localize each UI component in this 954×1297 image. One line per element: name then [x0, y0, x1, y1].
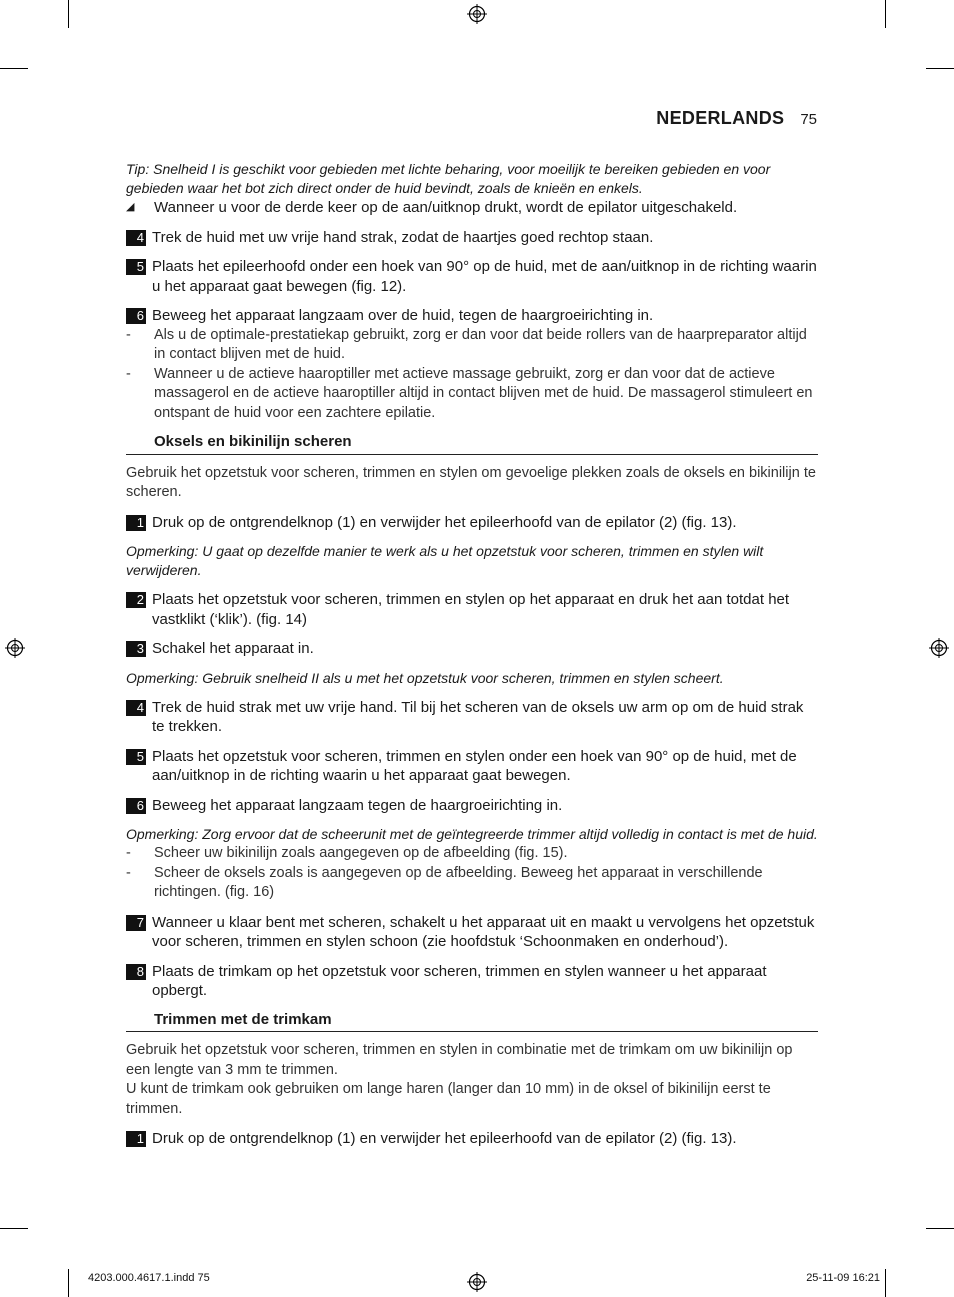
step-number: 7 — [126, 915, 146, 931]
crop-mark-bottom-right-h — [926, 1228, 954, 1229]
step-item — [126, 796, 818, 816]
step-number: 5 — [126, 749, 146, 765]
note-text: Opmerking: Zorg ervoor dat de scheerunit met de geïntegreerde trimmer altijd volledig in contact is met de huid. — [126, 826, 818, 842]
step-text: Plaats het opzetstuk voor scheren, trimmen en stylen op het apparaat en druk het aan totdat het vastklikt (‘klik’). (fig. 14) — [152, 591, 790, 628]
footer-date: 25-11-09 16:21 — [806, 1272, 880, 1284]
step-number: 5 — [126, 259, 146, 275]
step-item — [126, 962, 818, 1001]
section-intro: Gebruik het opzetstuk voor scheren, trimmen en stylen om gevoelige plekken zoals de oksels en bikinilijn te scheren. — [126, 464, 816, 500]
step-text: Beweeg het apparaat langzaam tegen de haargroeirichting in. — [152, 796, 563, 814]
crop-mark-top-right-h — [926, 68, 954, 69]
step-item — [126, 590, 818, 629]
crop-mark-bottom-left-h — [0, 1228, 28, 1229]
step-number: 2 — [126, 592, 146, 608]
step-number: 6 — [126, 798, 146, 814]
tip-text: Tip: Snelheid I is geschikt voor gebieden met lichte beharing, voor moeilijk te bereiken gebieden en voor gebieden waar het bot zich direct onder de huid bevindt, zoals de knieën en enkels. — [126, 161, 771, 196]
step-text: Trek de huid strak met uw vrije hand. Til bij het scheren van de oksels uw arm op om de huid strak te trekken. — [152, 698, 804, 735]
page-header — [656, 108, 817, 129]
note-text: Opmerking: Gebruik snelheid II als u met het opzetstuk voor scheren, trimmen en stylen scheert. — [126, 669, 724, 686]
step-item — [126, 513, 818, 533]
step-text: Plaats het opzetstuk voor scheren, trimmen en stylen onder een hoek van 90° op de huid, met de aan/uitknop in de richting waarin u het apparaat gaat bewegen. — [152, 747, 797, 784]
language-title: NEDERLANDS — [656, 108, 785, 128]
crop-mark-bottom-right-v — [885, 1269, 886, 1297]
step-text: Plaats de trimkam op het opzetstuk voor scheren, trimmen en stylen wanneer u het apparaat opbergt. — [152, 962, 767, 999]
main-content — [126, 160, 818, 1149]
step-text: Plaats het epileerhoofd onder een hoek van 90° op de huid, met de aan/uitknop in de richting waarin u het apparaat gaat bewegen (fig. 12). — [152, 258, 817, 295]
section-heading: Oksels en bikinilijn scheren — [126, 432, 818, 455]
dash-item: - Wanneer u de actieve haaroptiller met actieve massage gebruikt, zorg er dan voor dat de actieve massagerol en de actieve haaroptiller altijd in contact blijven met de huid. De massagerol stimuleert en ontspant de huid voor een zachtere epilatie. — [126, 365, 818, 424]
step-number: 6 — [126, 308, 146, 324]
step-number: 1 — [126, 1131, 146, 1147]
triangle-bullet-icon: ◢ — [126, 201, 135, 213]
step-text: Wanneer u klaar bent met scheren, schakelt u het apparaat uit en maakt u vervolgens het opzetstuk voor scheren, trimmen en stylen schoon (zie hoofdstuk ‘Schoonmaken en onderhoud’). — [152, 913, 815, 950]
step-number: 3 — [126, 641, 146, 657]
step-item — [126, 228, 818, 248]
section-heading: Trimmen met de trimkam — [126, 1010, 818, 1033]
registration-mark-icon — [467, 1272, 487, 1292]
crop-mark-bottom-left-v — [68, 1269, 69, 1297]
step-number: 4 — [126, 700, 146, 716]
section-intro: U kunt de trimkam ook gebruiken om lange haren (langer dan 10 mm) in de oksel of bikinilijn eerst te trimmen. — [126, 1081, 771, 1117]
step-text: Druk op de ontgrendelknop (1) en verwijder het epileerhoofd van de epilator (2) (fig. 13). — [152, 513, 737, 531]
step-item — [126, 1129, 818, 1149]
step-item — [126, 747, 818, 786]
step-number: 4 — [126, 230, 146, 246]
crop-mark-top-left-h — [0, 68, 28, 69]
step-item — [126, 913, 818, 952]
note-text: Opmerking: U gaat op dezelfde manier te werk als u het opzetstuk voor scheren, trimmen en stylen wilt verwijderen. — [126, 543, 764, 578]
bullet-item — [126, 198, 818, 218]
step-number: 1 — [126, 515, 146, 531]
step-text: Beweeg het apparaat langzaam over de huid, tegen de haargroeirichting in. — [152, 307, 654, 324]
dash-text: Wanneer u de actieve haaroptiller met actieve massage gebruikt, zorg er dan voor dat de actieve massagerol en de actieve haaroptiller altijd in contact blijven met de huid. De massagerol stimuleert en ontspant de huid voor een zachtere epilatie. — [154, 365, 813, 421]
step-item — [126, 639, 818, 659]
crop-mark-top-right-v — [885, 0, 886, 28]
step-item — [126, 257, 818, 296]
dash-item: - Scheer uw bikinilijn zoals aangegeven op de afbeelding (fig. 15). — [126, 844, 818, 864]
step-item — [126, 698, 818, 737]
dash-text: Scheer uw bikinilijn zoals aangegeven op de afbeelding (fig. 15). — [154, 845, 568, 861]
page-number: 75 — [800, 111, 817, 128]
step-text: Schakel het apparaat in. — [152, 640, 314, 657]
registration-mark-icon — [929, 638, 949, 658]
section-intro: Gebruik het opzetstuk voor scheren, trimmen en stylen in combinatie met de trimkam om uw bikinilijn op een lengte van 3 mm te trimmen. — [126, 1042, 793, 1078]
step-text: Trek de huid met uw vrije hand strak, zodat de haartjes goed rechtop staan. — [152, 228, 654, 246]
registration-mark-icon — [5, 638, 25, 658]
step-item — [126, 306, 818, 326]
dash-item: - Als u de optimale-prestatiekap gebruikt, zorg er dan voor dat beide rollers van de haarpreparator altijd in contact blijven met de huid. — [126, 326, 818, 365]
step-number: 8 — [126, 964, 146, 980]
registration-mark-icon — [467, 4, 487, 24]
step-text: Druk op de ontgrendelknop (1) en verwijder het epileerhoofd van de epilator (2) (fig. 13). — [152, 1130, 737, 1147]
dash-text: Als u de optimale-prestatiekap gebruikt, zorg er dan voor dat beide rollers van de haarpreparator altijd in contact blijven met de huid. — [154, 326, 807, 362]
dash-item: - Scheer de oksels zoals is aangegeven op de afbeelding. Beweeg het apparaat in verschillende richtingen. (fig. 16) — [126, 864, 818, 903]
footer-file-info: 4203.000.4617.1.indd 75 — [88, 1272, 210, 1284]
bullet-text: Wanneer u voor de derde keer op de aan/uitknop drukt, wordt de epilator uitgeschakeld. — [154, 199, 738, 216]
crop-mark-top-left-v — [68, 0, 69, 28]
dash-text: Scheer de oksels zoals is aangegeven op de afbeelding. Beweeg het apparaat in verschillende richtingen. (fig. 16) — [154, 864, 763, 900]
